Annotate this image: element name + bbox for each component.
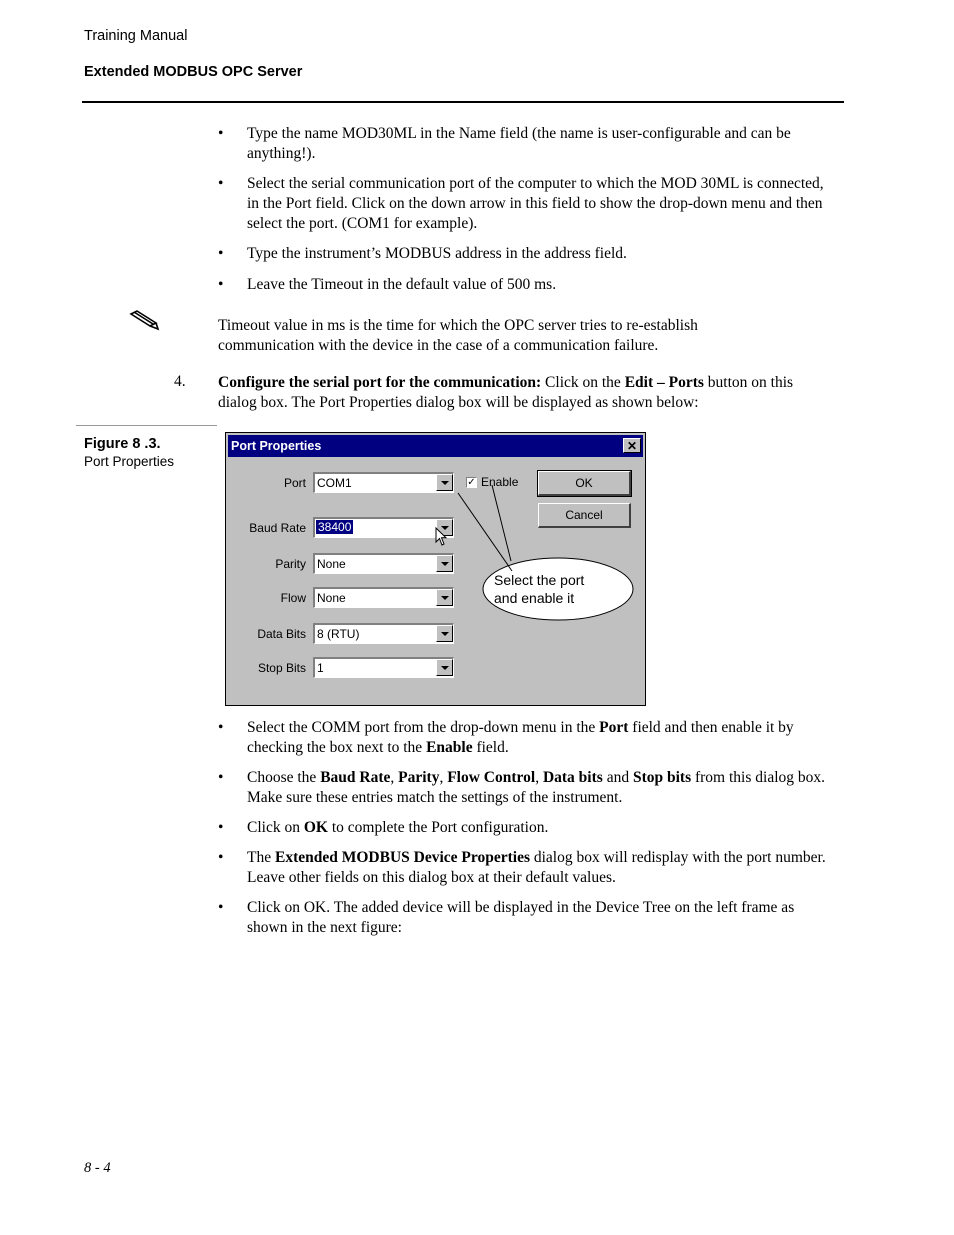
enable-checkbox[interactable]: ✓	[467, 477, 476, 488]
baud-rate-label: Baud Rate	[249, 521, 306, 535]
close-icon: ✕	[626, 439, 638, 453]
ok-button[interactable]: OK	[538, 471, 631, 496]
text-segment: dialog box will redisplay with the port number. Leave other fields on this dialog box at their default values.	[247, 849, 826, 886]
figure-rule	[76, 425, 217, 426]
bold-term: Enable	[426, 739, 473, 756]
step-number: 4.	[174, 373, 186, 390]
list-item: • Type the instrument’s MODBUS address in the address field.	[218, 245, 627, 262]
list-item: • The Extended MODBUS Device Properties dialog box will redisplay with the port number. Leave other fields on this dialog box at their default values.	[218, 849, 826, 886]
text-segment: Click on	[247, 819, 304, 836]
bullet-text: Type the instrument’s MODBUS address in the address field.	[247, 245, 627, 262]
bold-term: Baud Rate	[320, 769, 391, 786]
cancel-button[interactable]: Cancel	[538, 503, 631, 528]
enable-label: Enable	[481, 475, 519, 489]
step-text	[218, 373, 830, 413]
bold-term: OK	[303, 819, 328, 836]
list-item: • Type the name MOD30ML in the Name field (the name is user-configurable and can be anything!).	[218, 125, 791, 162]
bold-term: Stop bits	[632, 769, 692, 786]
text-segment: from this dialog box. Make sure these entries match the settings of the instrument.	[247, 769, 826, 806]
text-segment: ,	[535, 769, 543, 786]
bold-term: Flow Control	[447, 769, 536, 786]
flow-value: None	[317, 591, 346, 605]
text-segment: ,	[439, 769, 448, 786]
text-segment: and	[602, 769, 633, 786]
callout-bubble	[226, 433, 645, 705]
step-text-part: Click on the	[541, 374, 625, 391]
bullet-text: Select the serial communication port of the computer to which the MOD 30ML is connected, in the Port field. Click on the down arrow in this field to show the drop-down menu and then select the port. (COM1 for example).	[247, 175, 824, 232]
bold-term: Port	[599, 719, 629, 736]
step-text-part: button on this dialog box. The Port Properties dialog box will be displayed as shown below:	[218, 374, 794, 411]
bullet-text	[247, 849, 826, 886]
dialog-title: Port Properties	[231, 439, 322, 453]
bullet-list-top	[218, 124, 830, 305]
header-rule	[82, 101, 844, 103]
bullet-text: Type the name MOD30ML in the Name field (the name is user-configurable and can be anything!).	[247, 125, 791, 162]
figure-number: Figure 8 .3.	[84, 436, 161, 452]
list-item: • Select the serial communication port of the computer to which the MOD 30ML is connected, in the Port field. Click on the down arrow in this field to show the drop-down menu and then select the port. (COM1 for example).	[218, 175, 824, 232]
callout-line: Select the port	[494, 572, 585, 588]
text-segment: ,	[390, 769, 399, 786]
list-item: • Click on OK. The added device will be displayed in the Device Tree on the left frame as shown in the next figure:	[218, 899, 795, 936]
figure-caption: Port Properties	[84, 454, 175, 469]
document-title: Training Manual	[84, 28, 188, 44]
text-segment: field.	[472, 739, 509, 756]
note-text: Timeout value in ms is the time for which the OPC server tries to re-establish communication with the device in the case of a communication failure.	[218, 317, 698, 354]
page-number: 8 - 4	[84, 1160, 111, 1176]
mouse-cursor-icon	[435, 527, 449, 547]
text-segment: The	[247, 849, 275, 866]
baud-rate-value: 38400	[318, 520, 352, 534]
stop-bits-value: 1	[317, 661, 324, 675]
callout-line: and enable it	[494, 590, 575, 606]
data-bits-value: 8 (RTU)	[317, 627, 360, 641]
step-bold-intro: Configure the serial port for the communication:	[218, 374, 542, 391]
stop-bits-label: Stop Bits	[257, 661, 306, 675]
data-bits-label: Data Bits	[257, 627, 306, 641]
flow-label: Flow	[280, 591, 306, 605]
step-bold-button: Edit – Ports	[624, 374, 704, 391]
list-item: • Select the COMM port from the drop-down menu in the Port field and then enable it by checking the box next to the Enable field.	[218, 719, 794, 756]
bullet-text	[247, 899, 794, 936]
port-label: Port	[283, 476, 306, 490]
callout-text	[494, 571, 628, 607]
parity-label: Parity	[275, 557, 306, 571]
parity-value: None	[317, 557, 346, 571]
section-title: Extended MODBUS OPC Server	[84, 64, 303, 80]
bullet-text	[247, 719, 794, 756]
port-value: COM1	[317, 476, 352, 490]
list-item: • Leave the Timeout in the default value of 500 ms.	[218, 276, 557, 293]
list-item: • Choose the Baud Rate, Parity, Flow Control, Data bits and Stop bits from this dialog box. Make sure these entries match the settings of the instrument.	[218, 769, 826, 806]
bold-term: Data bits	[542, 769, 603, 786]
bold-term: Parity	[398, 769, 440, 786]
bullet-text	[247, 819, 548, 836]
bullet-list-bottom	[218, 718, 830, 948]
bullet-text: Leave the Timeout in the default value of 500 ms.	[247, 276, 557, 293]
list-item: • Click on OK to complete the Port configuration.	[218, 819, 549, 836]
port-properties-dialog	[225, 432, 646, 706]
bold-term: Extended MODBUS Device Properties	[274, 849, 530, 866]
text-segment: Choose the	[247, 769, 321, 786]
text-segment: to complete the Port configuration.	[327, 819, 549, 836]
pencil-note-icon	[128, 309, 162, 331]
text-segment: Select the COMM port from the drop-down menu in the	[247, 719, 600, 736]
text-segment: Click on OK. The added device will be displayed in the Device Tree on the left frame as shown in the next figure:	[247, 899, 795, 936]
bullet-text	[247, 769, 825, 806]
text-segment: field and then enable it by checking the box next to the	[247, 719, 794, 756]
